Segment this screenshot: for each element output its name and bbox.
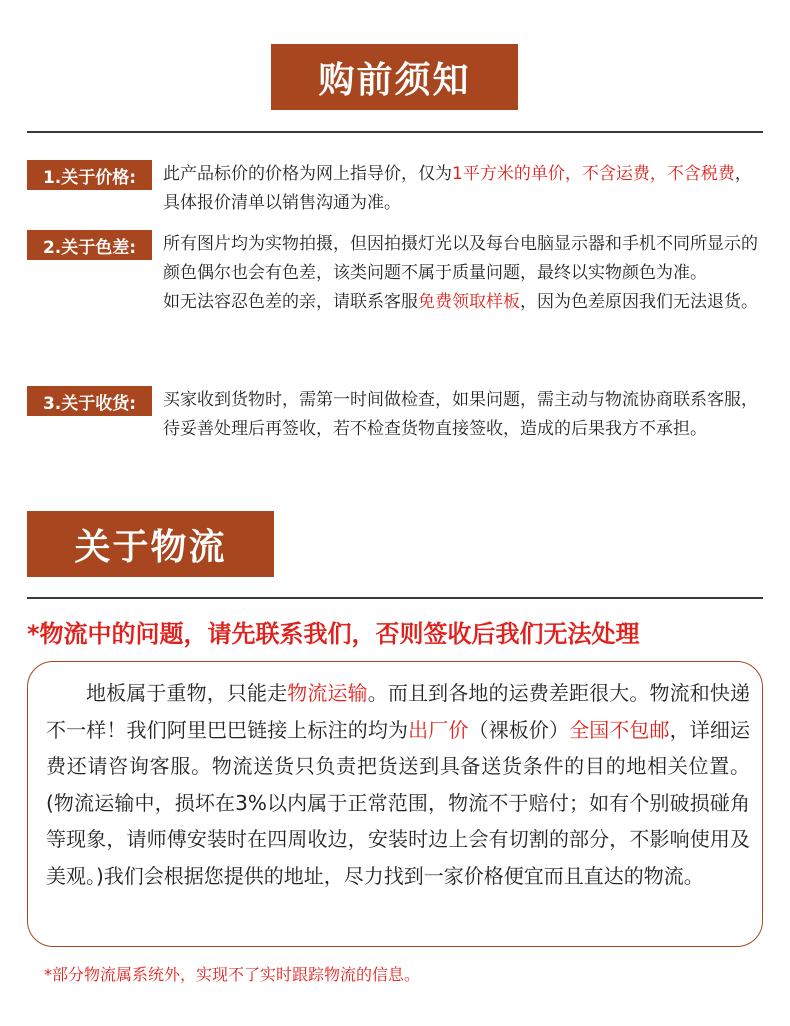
body-text: 地板属于重物，只能走 bbox=[86, 681, 288, 705]
highlight-text: 物流运输 bbox=[287, 681, 368, 705]
notice-label: 1.关于价格: bbox=[27, 160, 152, 190]
divider bbox=[27, 131, 763, 133]
body-text: ，因为色差原因我们无法退货。 bbox=[520, 292, 758, 312]
highlight-text: 出厂价 bbox=[408, 717, 469, 742]
divider bbox=[27, 597, 763, 599]
body-text: （裸板价） bbox=[468, 717, 570, 742]
logistics-body bbox=[46, 675, 750, 894]
notice-label: 2.关于色差: bbox=[27, 230, 152, 260]
notice-text bbox=[163, 230, 763, 317]
body-text: ，具体报价清单以销售沟通为准。 bbox=[163, 164, 752, 213]
notice-text bbox=[163, 160, 763, 218]
notice-text bbox=[163, 386, 763, 444]
section-title-purchase-notice: 购前须知 bbox=[271, 44, 518, 110]
body-text: 此产品标价的价格为网上指导价，仅为 bbox=[163, 164, 452, 184]
highlight-text: 免费领取样板 bbox=[418, 292, 520, 312]
section-title-logistics: 关于物流 bbox=[27, 511, 274, 577]
body-text: 。而且到各地的运费差距很大。物流和快递不一样！我们阿里巴巴链接上标注的均为 bbox=[46, 681, 750, 742]
notice-paragraph bbox=[163, 230, 763, 288]
notice-paragraph bbox=[163, 386, 763, 444]
logistics-warning: *物流中的问题，请先联系我们，否则签收后我们无法处理 bbox=[27, 620, 640, 648]
notice-paragraph bbox=[163, 160, 763, 218]
notice-paragraph bbox=[163, 288, 763, 317]
logistics-footnote: *部分物流属系统外，实现不了实时跟踪物流的信息。 bbox=[44, 965, 421, 984]
logistics-info-box bbox=[27, 661, 763, 947]
highlight-text: 1平方米的单价，不含运费，不含税费 bbox=[452, 164, 735, 184]
highlight-text: 全国不包邮 bbox=[569, 717, 670, 742]
body-text: 如无法容忍色差的亲，请联系客服 bbox=[163, 292, 418, 312]
notice-label: 3.关于收货: bbox=[27, 386, 152, 416]
body-text: 买家收到货物时，需第一时间做检查，如果问题，需主动与物流协商联系客服，待妥善处理后再签收，若不检查货物直接签收，造成的后果我方不承担。 bbox=[163, 390, 758, 439]
body-text: ，详细运费还请咨询客服。物流送货只负责把货送到具备送货条件的目的地相关位置。(物流运输中，损坏在3%以内属于正常范围，物流不于赔付；如有个别破损碰角等现象，请师傅安装时在四周收边，安装时边上会有切割的部分，不影响使用及美观。)我们会根据您提供的地址，尽力找到一家价格便宜而且直达的物流。 bbox=[46, 717, 751, 888]
body-text: 所有图片均为实物拍摄，但因拍摄灯光以及每台电脑显示器和手机不同所显示的颜色偶尔也会有色差，该类问题不属于质量问题，最终以实物颜色为准。 bbox=[163, 234, 758, 283]
